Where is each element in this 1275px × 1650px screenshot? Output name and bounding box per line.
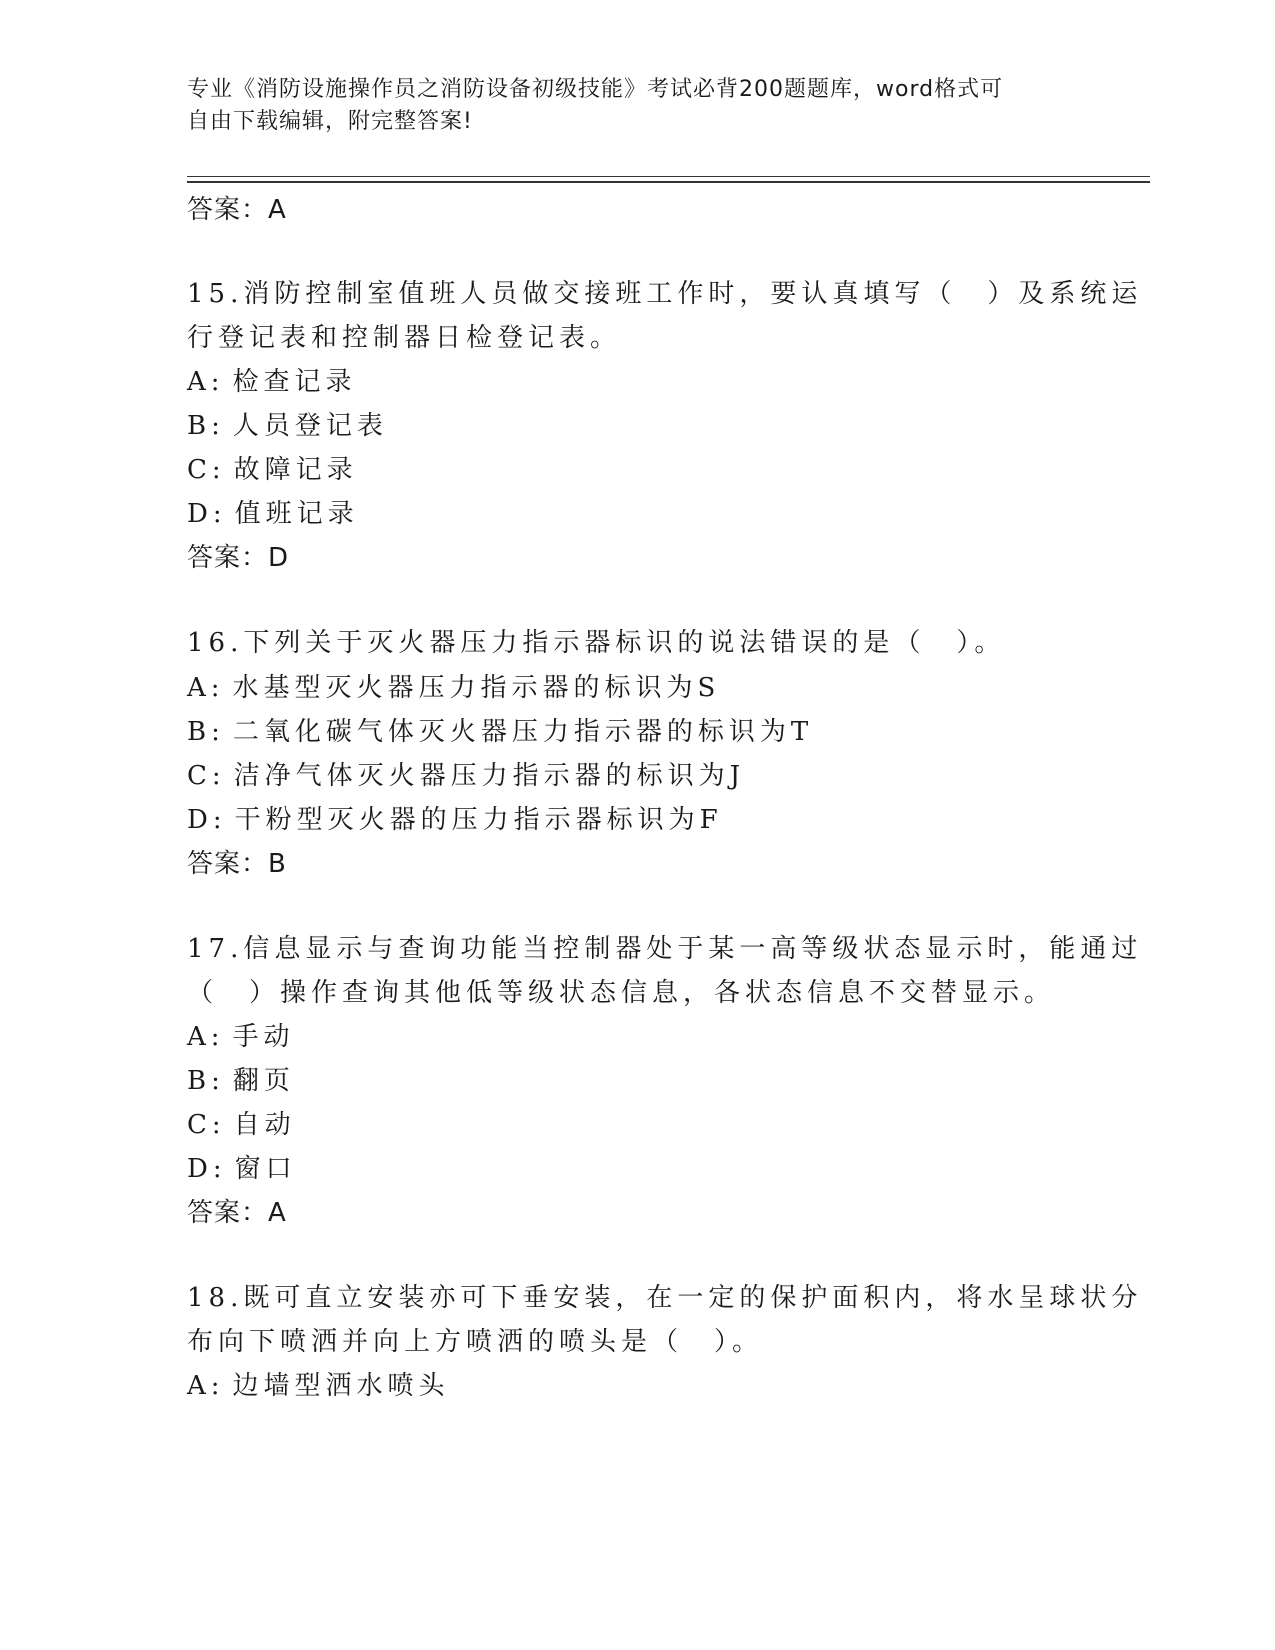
question-17-option-c (187, 1104, 296, 1141)
question-18-text-line-1: 18.既可直立安装亦可下垂安装，在一定的保护面积内，将水呈球状分 (187, 1283, 1143, 1313)
question-15-option-b (187, 405, 388, 442)
question-17-answer: 答案：A (187, 1198, 287, 1228)
header-divider (187, 176, 1150, 177)
option-text: 水基型灭火器压力指示器的标识为S (232, 673, 721, 703)
option-letter: D: (187, 499, 227, 529)
question-16-answer: 答案：B (187, 849, 287, 879)
question-17-text-line-1: 17.信息显示与查询功能当控制器处于某一高等级状态显示时，能通过 (187, 934, 1143, 964)
option-text: 干粉型灭火器的压力指示器标识为F (234, 805, 723, 835)
option-letter: A: (187, 1022, 225, 1052)
question-16-option-d (187, 799, 723, 836)
option-text: 值班记录 (234, 499, 359, 529)
answer-line: 答案：A (187, 195, 287, 225)
option-text: 人员登记表 (232, 411, 388, 441)
option-text: 边墙型洒水喷头 (232, 1371, 450, 1401)
question-15-text-line-2: 行登记表和控制器日检登记表。 (187, 323, 622, 353)
question-17-option-b (187, 1060, 295, 1097)
option-letter: C: (187, 455, 226, 485)
question-16-text-line-1: 16.下列关于灭火器压力指示器标识的说法错误的是（ ）。 (187, 628, 1006, 658)
option-text: 二氧化碳气体灭火器压力指示器的标识为T (232, 717, 814, 747)
question-15-text-line-1: 15.消防控制室值班人员做交接班工作时，要认真填写（ ）及系统运 (187, 279, 1143, 309)
question-17-text-line-2: （ ）操作查询其他低等级状态信息，各状态信息不交替显示。 (187, 978, 1056, 1008)
question-15-option-d (187, 493, 359, 530)
question-17-option-d (187, 1148, 297, 1185)
question-15-option-c (187, 449, 358, 486)
option-letter: C: (187, 761, 226, 791)
question-18-option-a (187, 1365, 450, 1402)
option-letter: B: (187, 411, 225, 441)
option-letter: A: (187, 673, 225, 703)
header-divider-thick (187, 181, 1150, 183)
question-16-option-c (187, 755, 745, 792)
option-letter: D: (187, 805, 227, 835)
option-letter: A: (187, 367, 225, 397)
option-text: 检查记录 (232, 367, 357, 397)
option-letter: B: (187, 1066, 225, 1096)
question-15-option-a (187, 361, 357, 398)
question-16-option-b (187, 711, 813, 748)
option-letter: C: (187, 1110, 226, 1140)
option-letter: D: (187, 1154, 227, 1184)
option-text: 洁净气体灭火器压力指示器的标识为J (233, 761, 746, 791)
option-text: 自动 (233, 1110, 296, 1140)
header-line-1: 专业《消防设施操作员之消防设备初级技能》考试必背200题题库，word格式可 (187, 77, 1004, 102)
question-15-answer: 答案：D (187, 543, 290, 573)
header-line-2: 自由下载编辑，附完整答案! (187, 109, 473, 134)
option-text: 手动 (232, 1022, 295, 1052)
option-text: 窗口 (234, 1154, 297, 1184)
option-text: 翻页 (232, 1066, 295, 1096)
option-letter: B: (187, 717, 225, 747)
question-18-text-line-2: 布向下喷洒并向上方喷洒的喷头是（ ）。 (187, 1327, 764, 1357)
option-text: 故障记录 (233, 455, 358, 485)
question-16-option-a (187, 667, 720, 704)
option-letter: A: (187, 1371, 225, 1401)
document-header (187, 74, 1087, 138)
question-17-option-a (187, 1016, 295, 1053)
